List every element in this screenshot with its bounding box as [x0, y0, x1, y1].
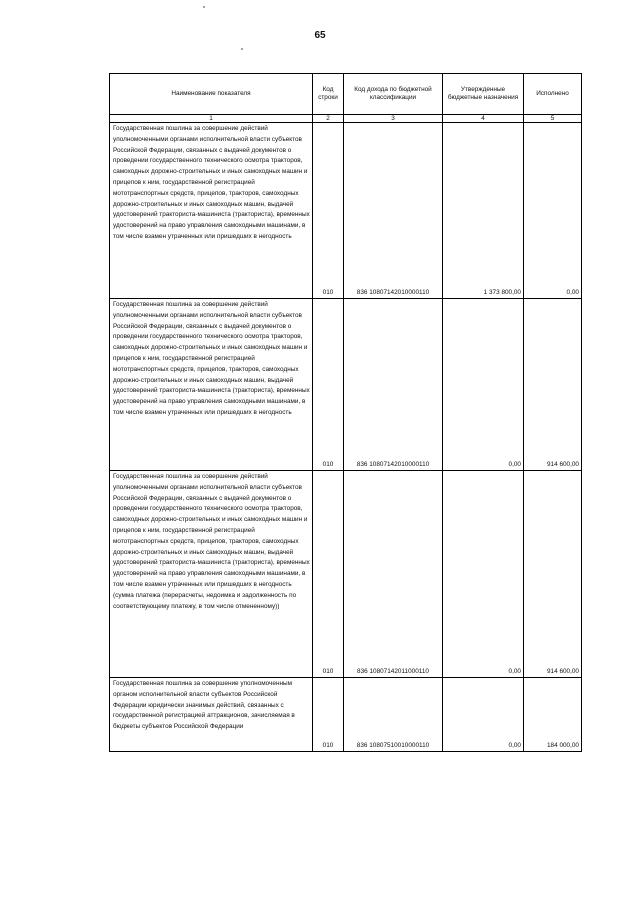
- scan-speck: [241, 48, 243, 50]
- line-code: 010: [313, 299, 344, 471]
- column-number: 1: [110, 115, 313, 123]
- table-row: [110, 299, 582, 471]
- line-code: 010: [313, 678, 344, 752]
- line-code: 010: [313, 123, 344, 299]
- table-header-row: [110, 74, 582, 115]
- approved-amount: 0,00: [443, 471, 524, 678]
- income-code: 836 10807142010000110: [344, 299, 443, 471]
- column-number: 2: [313, 115, 344, 123]
- budget-execution-table: [109, 73, 582, 752]
- table-row: [110, 123, 582, 299]
- indicator-name: Государственная пошлина за совершение действий уполномоченными органами исполнительной власти субъектов Российской Федерации, связанных с выдачей документов о проведении государственного технического осмотра тракторов, самоходных дорожно-строительных и иных самоходных машин и прицепов к ним, государственной регистрацией мототранспортных средств, прицепов, тракторов, самоходных дорожно-строительных и иных самоходных машин, выдачей удостоверений тракториста-машиниста (тракториста), временных удостоверений на право управления самоходными машинами, в том числе взамен утраченных или пришедших в негодность: [110, 299, 313, 471]
- executed-amount: 914 600,00: [524, 299, 582, 471]
- table-row: [110, 678, 582, 752]
- scan-speck: [203, 6, 205, 8]
- header-indicator-name: Наименование показателя: [110, 74, 313, 115]
- approved-amount: 0,00: [443, 678, 524, 752]
- indicator-name: Государственная пошлина за совершение действий уполномоченными органами исполнительной власти субъектов Российской Федерации, связанных с выдачей документов о проведении государственного технического осмотра тракторов, самоходных дорожно-строительных и иных самоходных машин и прицепов к ним, государственной регистрацией мототранспортных средств, прицепов, тракторов, самоходных дорожно-строительных и иных самоходных машин, выдачей удостоверений тракториста-машиниста (тракториста), временных удостоверений на право управления самоходными машинами, в том числе взамен утраченных или пришедших в негодность: [110, 123, 313, 299]
- table-row: [110, 471, 582, 678]
- header-line-code: Код строки: [313, 74, 344, 115]
- column-number: 3: [344, 115, 443, 123]
- header-executed: Исполнено: [524, 74, 582, 115]
- approved-amount: 1 373 800,00: [443, 123, 524, 299]
- income-code: 836 10807142011000110: [344, 471, 443, 678]
- executed-amount: 0,00: [524, 123, 582, 299]
- line-code: 010: [313, 471, 344, 678]
- executed-amount: 914 600,00: [524, 471, 582, 678]
- income-code: 836 10807510010000110: [344, 678, 443, 752]
- column-number: 4: [443, 115, 524, 123]
- approved-amount: 0,00: [443, 299, 524, 471]
- indicator-name: Государственная пошлина за совершение уполномоченным органом исполнительной власти субъектов Российской Федерации юридически значимых действий, связанных с государственной регистрацией аттракционов, зачисляемая в бюджеты субъектов Российской Федерации: [110, 678, 313, 752]
- header-approved: Утвержденные бюджетные назначения: [443, 74, 524, 115]
- page-number: 65: [314, 30, 326, 41]
- column-number-row: [110, 115, 582, 123]
- header-income-code: Код дохода по бюджетной классификации: [344, 74, 443, 115]
- indicator-name: Государственная пошлина за совершение действий уполномоченными органами исполнительной власти субъектов Российской Федерации, связанных с выдачей документов о проведении государственного технического осмотра тракторов, самоходных дорожно-строительных и иных самоходных машин и прицепов к ним, государственной регистрацией мототранспортных средств, прицепов, тракторов, самоходных дорожно-строительных и иных самоходных машин, выдачей удостоверений тракториста-машиниста (тракториста), временных удостоверений на право управления самоходными машинами, в том числе взамен утраченных или пришедших в негодность (сумма платежа (перерасчеты, недоимка и задолженность по соответствующему платежу, в том числе отмененному)): [110, 471, 313, 678]
- executed-amount: 184 000,00: [524, 678, 582, 752]
- income-code: 836 10807142010000110: [344, 123, 443, 299]
- column-number: 5: [524, 115, 582, 123]
